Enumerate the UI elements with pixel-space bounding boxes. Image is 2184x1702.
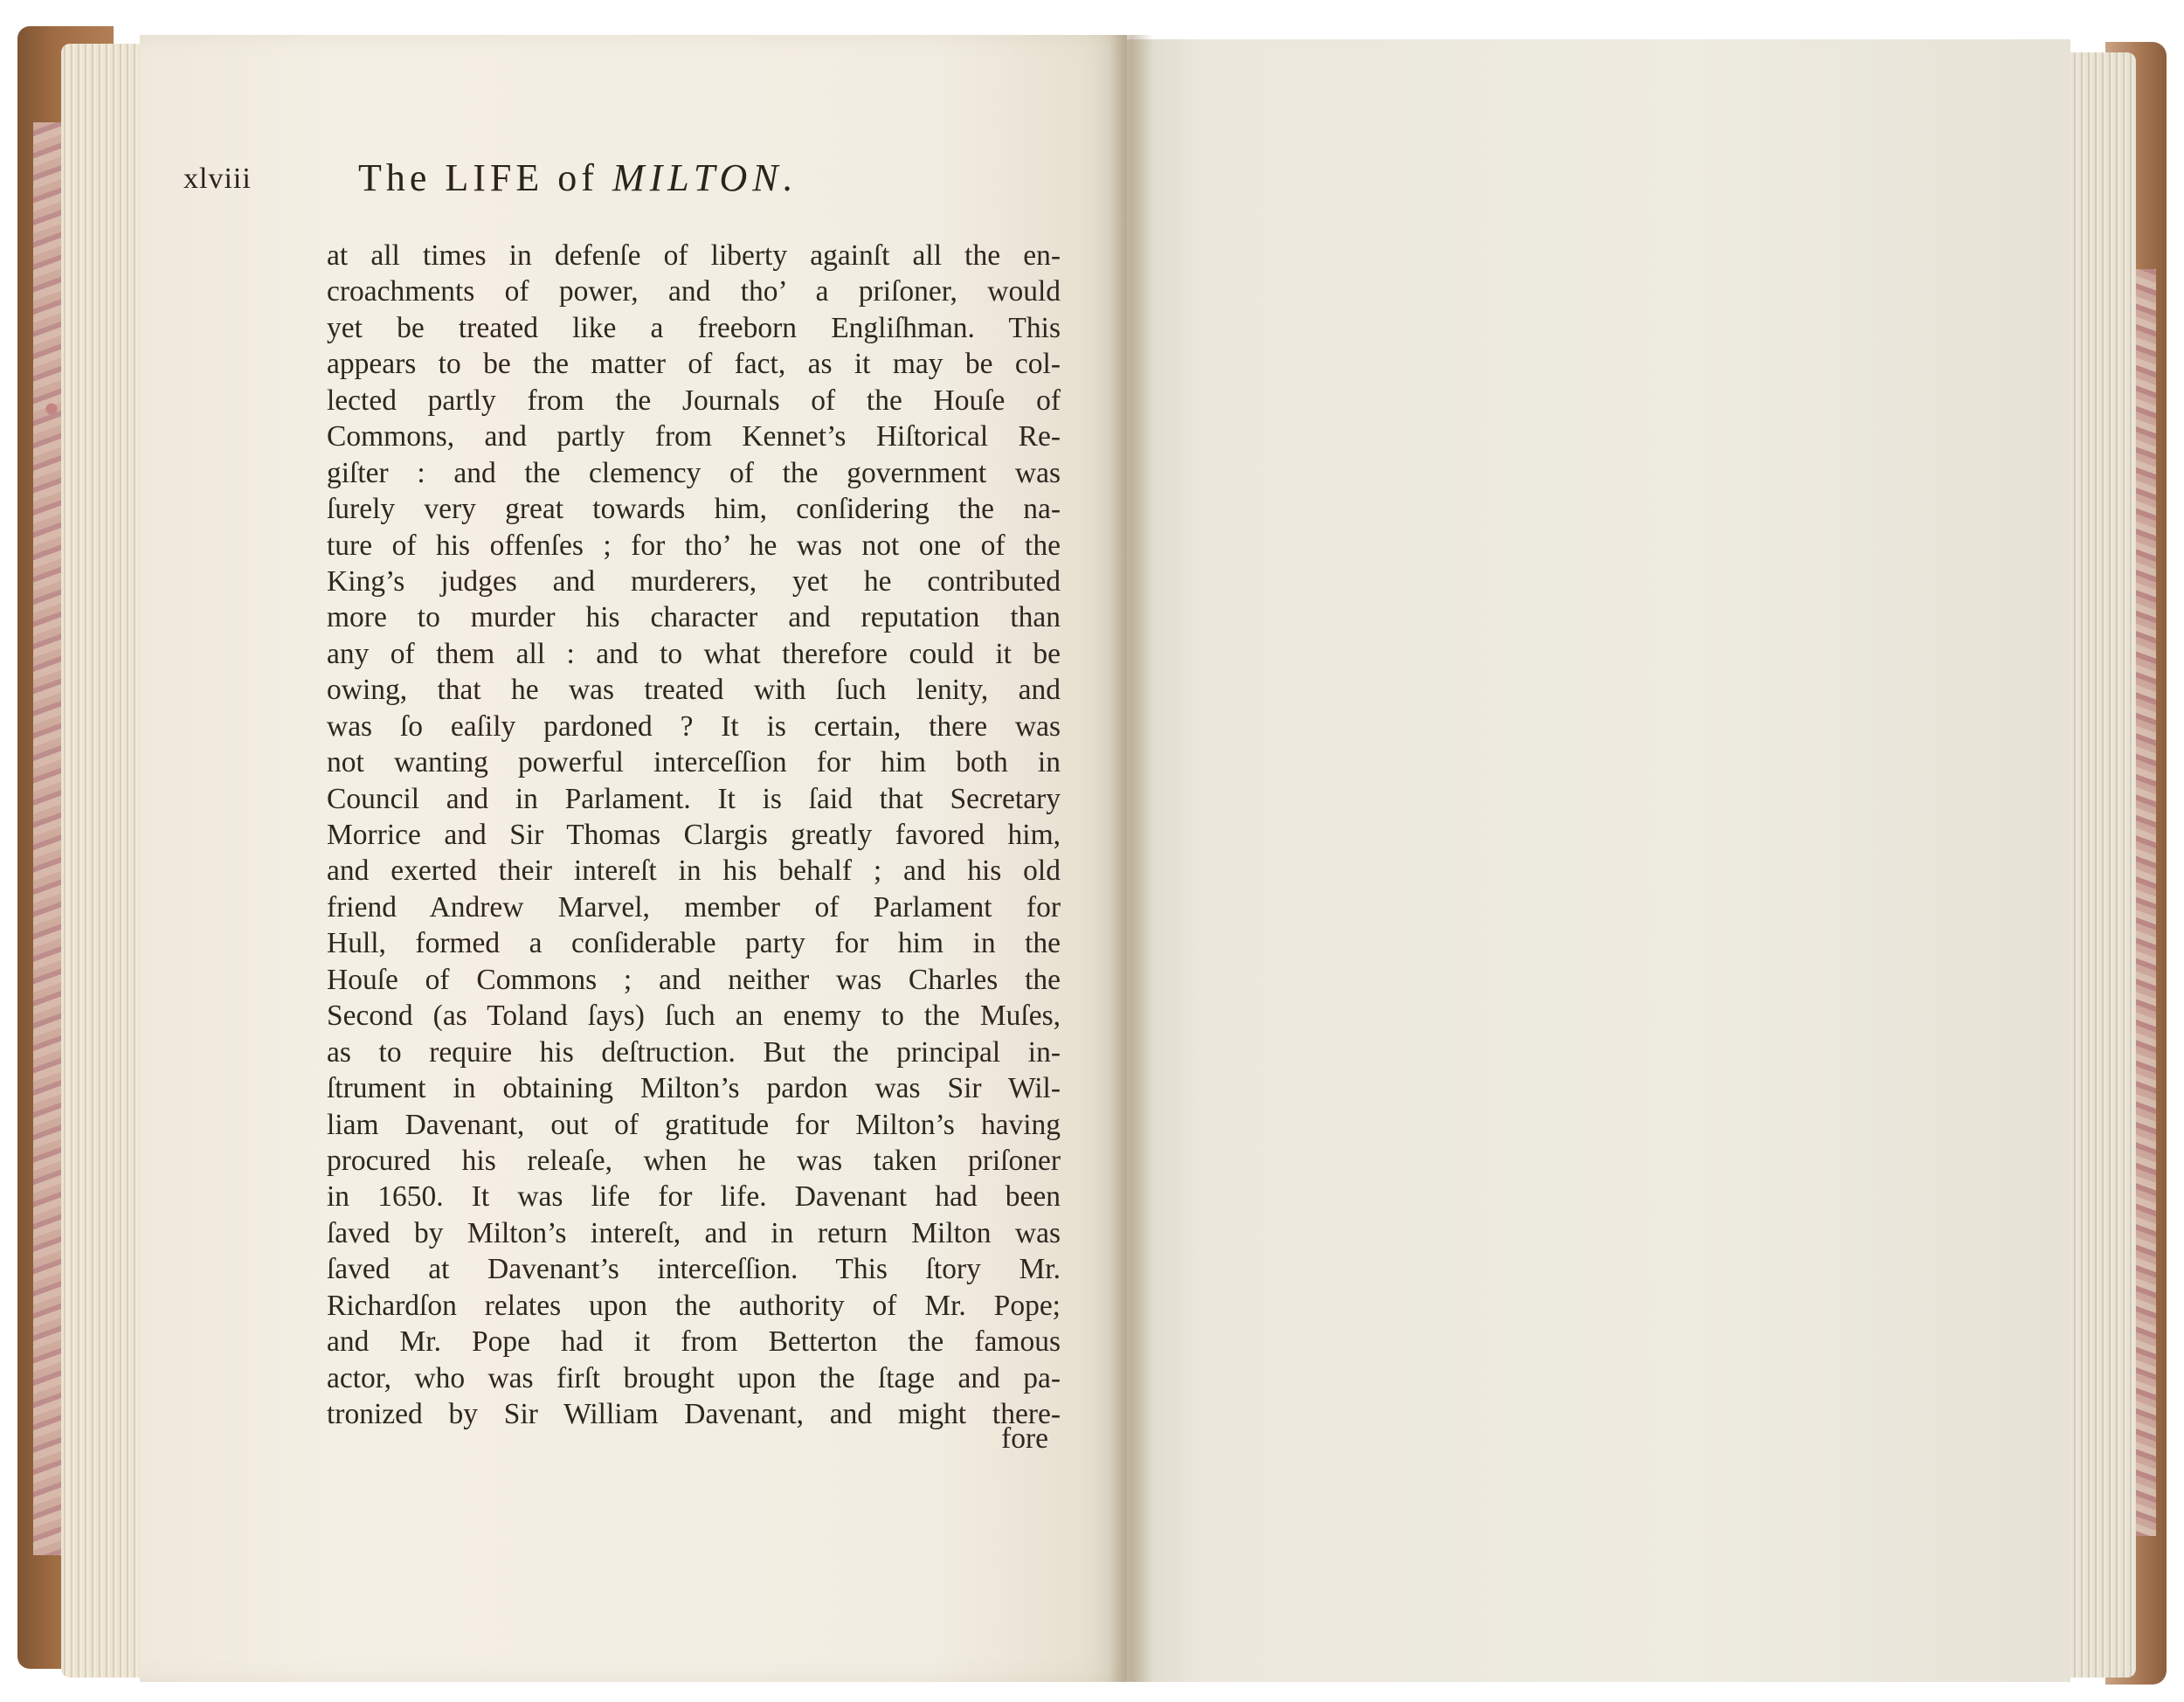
text-line: and exerted their intereſt in his behalf ; and his old	[327, 854, 1061, 888]
text-line: any of them all : and to what therefore could it be	[327, 637, 1061, 670]
text-line: croachments of power, and tho’ a priſoner, would	[327, 275, 1061, 308]
text-line: more to murder his character and reputation than	[327, 601, 1061, 634]
body-text	[327, 238, 1061, 1432]
running-title-name: MILTON.	[612, 156, 798, 199]
right-page	[1127, 39, 2070, 1682]
catchword: fore	[1001, 1422, 1048, 1455]
text-line: giſter : and the clemency of the government was	[327, 456, 1061, 489]
text-line: liam Davenant, out of gratitude for Milton’s having	[327, 1108, 1061, 1141]
text-line: Houſe of Commons ; and neither was Charles the	[327, 963, 1061, 996]
text-line: owing, that he was treated with ſuch lenity, and	[327, 674, 1061, 707]
text-line: Morrice and Sir Thomas Clargis greatly favored him,	[327, 819, 1061, 851]
text-line: ſaved at Davenant’s interceſſion. This ſtory Mr.	[327, 1253, 1061, 1286]
text-line: at all times in defenſe of liberty againſt all the en-	[327, 239, 1061, 272]
text-line: and Mr. Pope had it from Betterton the famous	[327, 1325, 1061, 1359]
text-line: Hull, formed a conſiderable party for him in the	[327, 927, 1061, 960]
text-line: Richardſon relates upon the authority of Mr. Pope;	[327, 1289, 1061, 1322]
page-number: xlviii	[183, 163, 252, 195]
text-line: ſtrument in obtaining Milton’s pardon was Sir Wil-	[327, 1072, 1061, 1105]
text-line: in 1650. It was life for life. Davenant had been	[327, 1180, 1061, 1214]
text-line: was ſo eaſily pardoned ? It is certain, there was	[327, 709, 1061, 743]
book-gutter	[1109, 35, 1153, 1682]
text-line: yet be treated like a freeborn Engliſhman. This	[327, 311, 1061, 344]
running-title	[358, 156, 798, 200]
text-line: ſurely very great towards him, conſidering the na-	[327, 493, 1061, 526]
text-line: lected partly from the Journals of the Houſe of	[327, 384, 1061, 417]
text-line: as to require his deſtruction. But the principal in-	[327, 1035, 1061, 1069]
running-head	[183, 156, 1057, 208]
text-line: not wanting powerful interceſſion for him both in	[327, 746, 1061, 779]
text-line: friend Andrew Marvel, member of Parlament for	[327, 890, 1061, 924]
text-line: actor, who was firſt brought upon the ſtage and pa-	[327, 1361, 1061, 1394]
text-line: Council and in Parlament. It is ſaid that Secretary	[327, 782, 1061, 815]
text-line: appears to be the matter of fact, as it may be col-	[327, 348, 1061, 381]
running-title-prefix: The LIFE of	[358, 156, 598, 199]
text-line: Second (as Toland ſays) ſuch an enemy to the Muſes,	[327, 1000, 1061, 1033]
text-line: ture of his offenſes ; for tho’ he was not one of the	[327, 529, 1061, 562]
text-line: procured his releaſe, when he was taken priſoner	[327, 1144, 1061, 1177]
text-line: ſaved by Milton’s intereſt, and in return Milton was	[327, 1216, 1061, 1249]
text-line: King’s judges and murderers, yet he contributed	[327, 564, 1061, 598]
text-line: Commons, and partly from Kennet’s Hiſtorical Re-	[327, 420, 1061, 453]
text-line: tronized by Sir William Davenant, and might there-	[327, 1398, 1061, 1430]
